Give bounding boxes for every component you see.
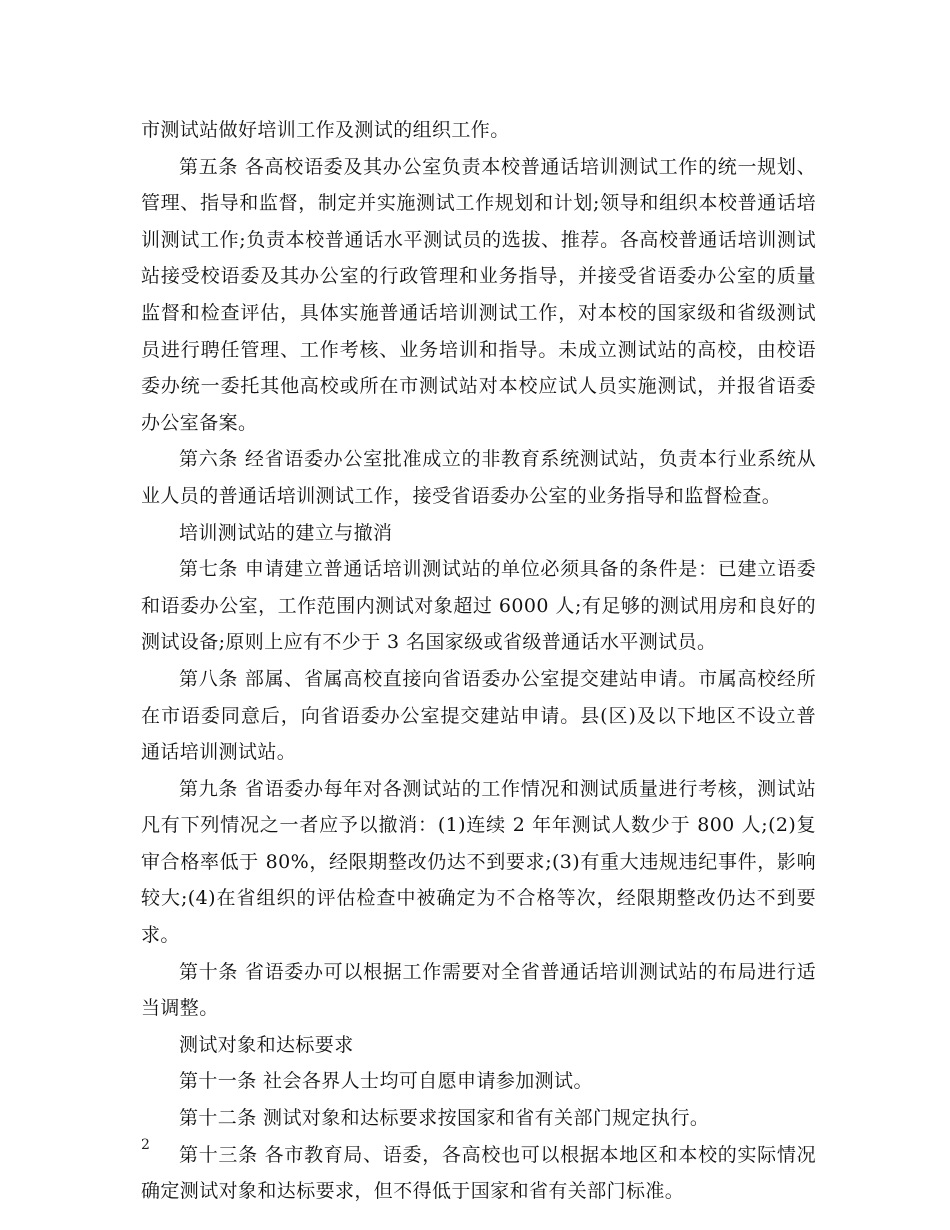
- paragraph-article-5: 第五条 各高校语委及其办公室负责本校普通话培训测试工作的统一规划、管理、指导和监督，制定并实施测试工作规划和计划;领导和组织本校普通话培训测试工作;负责本校普通话水平测试员的选拔、推荐。各高校普通话培训测试站接受校语委及其办公室的行政管理和业务指导，并接受省语委办公室的质量监督和检查评估，具体实施普通话培训测试工作，对本校的国家级和省级测试员进行聘任管理、工作考核、业务培训和指导。未成立测试站的高校，由校语委办统一委托其他高校或所在市测试站对本校应试人员实施测试，并报省语委办公室备案。: [141, 155, 816, 434]
- paragraph-article-13: 第十三条 各市教育局、语委，各高校也可以根据本地区和本校的实际情况确定测试对象和达标要求，但不得低于国家和省有关部门标准。: [141, 1143, 816, 1203]
- document-body: [141, 112, 816, 1210]
- paragraph-article-11: 第十一条 社会各界人士均可自愿申请参加测试。: [179, 1070, 593, 1093]
- section-heading-test-targets: 测试对象和达标要求: [179, 1033, 354, 1056]
- paragraph-article-8: 第八条 部属、省属高校直接向省语委办公室提交建站申请。市属高校经所在市语委同意后，向省语委办公室提交建站申请。县(区)及以下地区不设立普通话培训测试站。: [141, 667, 816, 764]
- paragraph-article-9: 第九条 省语委办每年对各测试站的工作情况和测试质量进行考核，测试站凡有下列情况之一者应予以撤消：(1)连续 2 年年测试人数少于 800 人;(2)复审合格率低于 80%，经限期整改仍达不到要求;(3)有重大违规违纪事件，影响较大;(4)在省组织的评估检查中被确定为不合格等次，经限期整改仍达不到要求。: [141, 777, 816, 947]
- section-heading-station-establishment: 培训测试站的建立与撤消: [179, 521, 393, 544]
- paragraph-article-10: 第十条 省语委办可以根据工作需要对全省普通话培训测试站的布局进行适当调整。: [141, 960, 816, 1020]
- page-number: 2: [141, 1137, 150, 1153]
- paragraph-article-12: 第十二条 测试对象和达标要求按国家和省有关部门规定执行。: [179, 1107, 710, 1130]
- paragraph-article-7: 第七条 申请建立普通话培训测试站的单位必须具备的条件是：已建立语委和语委办公室，工作范围内测试对象超过 6000 人;有足够的测试用房和良好的测试设备;原则上应有不少于 3 名国家级或省级普通话水平测试员。: [141, 558, 816, 654]
- paragraph-continuation: 市测试站做好培训工作及测试的组织工作。: [141, 119, 510, 141]
- paragraph-article-6: 第六条 经省语委办公室批准成立的非教育系统测试站，负责本行业系统从业人员的普通话培训测试工作，接受省语委办公室的业务指导和监督检查。: [141, 448, 816, 507]
